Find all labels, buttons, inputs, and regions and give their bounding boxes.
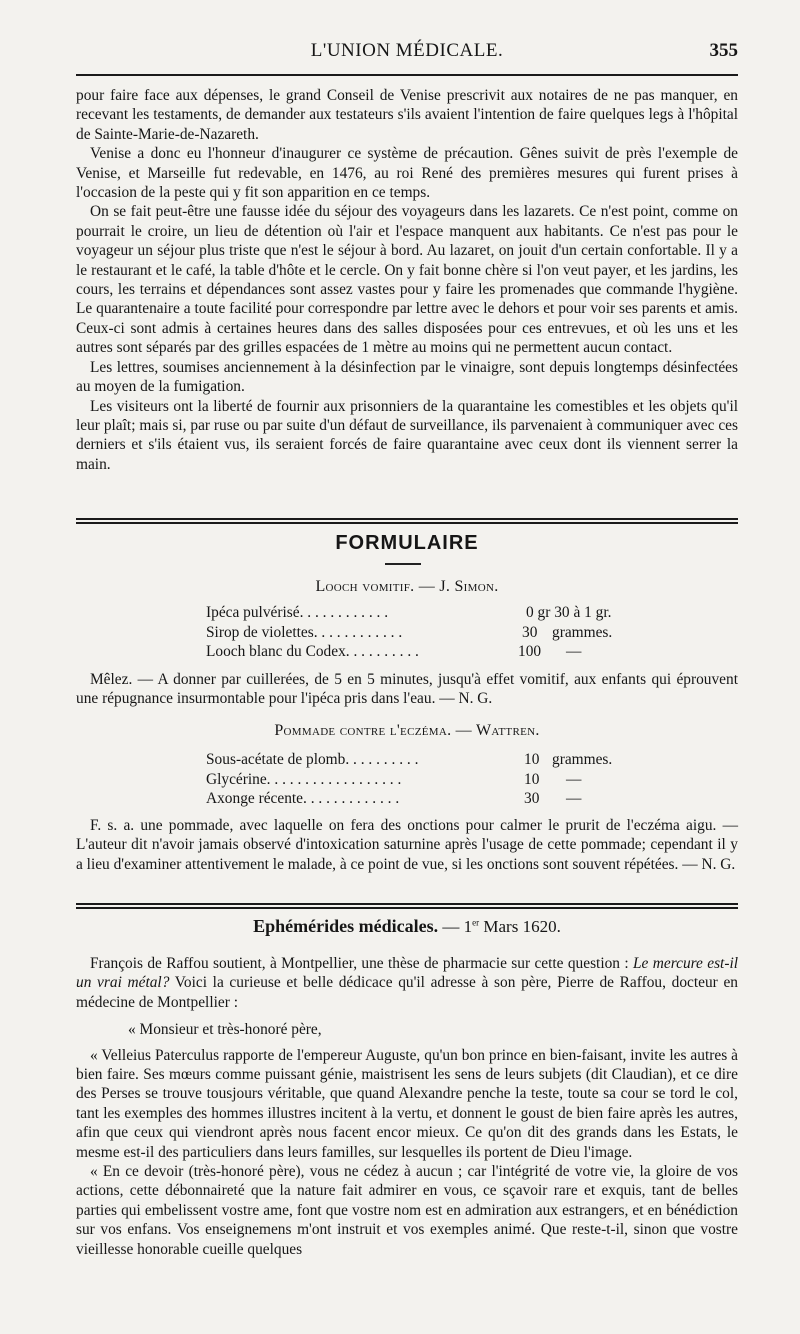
header-rule [76, 74, 738, 76]
ephemerides-date-prefix: — 1 [442, 917, 473, 936]
ingredient-quantity: 100 [518, 643, 542, 661]
intro-text: François de Raffou soutient, à Montpellier, une thèse de pharmacie sur cette question : [90, 955, 633, 972]
ephemerides-title: Ephémérides médicales. [253, 916, 439, 936]
page-header [76, 36, 738, 70]
ephemerides-body [76, 954, 738, 1259]
dedication-paragraph: « Velleius Paterculus rapporte de l'empereur Auguste, qu'un bon prince en bien-faisant, invite les autres à bien faire. Ses mœurs comme puissant génie, maistrisent les sens de leurs subjets (dit Claudian), et ce dire des Perses se trouve tousjours véritable, que quand Alexandre penche la teste, toute sa cour se tord le col, tant les exemples des hommes illustres incitent à la vertu, et donnent le goust de bien faire après les autres, afin que ceux qui viendront après nous facent encor mieux. Ce qu'on dit des grands dans les Estats, le mesme est-il des particuliers dans leurs familles, sur lesquelles ils portent de Dieu l'image. [76, 1046, 738, 1161]
ingredient-name: Glycérine. . . . . . . . . . . . . . . . . . [206, 770, 402, 788]
ingredient-unit: — [566, 643, 582, 661]
recipe-ingredients [206, 603, 666, 662]
recipe-instructions: F. s. a. une pommade, avec laquelle on fera des onctions pour calmer le prurit de l'eczéma aigu. — L'auteur dit n'avoir jamais observé d'intoxication saturnine après l'usage de cette pommade; cependant il y a lieu d'examiner attentivement le malade, à ce point de vue, si les onctions sont souvent répétées. — N. G. [76, 817, 738, 873]
ingredient-row [206, 750, 666, 770]
ephemerides-date-sup: er [472, 917, 480, 928]
recipe-note [76, 670, 738, 709]
paragraph [76, 954, 738, 1012]
ingredient-unit: — [566, 770, 582, 788]
ingredient-name: Sirop de violettes. . . . . . . . . . . . [206, 623, 403, 641]
thesis-question: Le mercure est-il un vrai métal? [76, 955, 739, 992]
page-number: 355 [709, 40, 738, 61]
ephemerides-heading [76, 916, 738, 937]
recipe-note [76, 816, 738, 874]
ingredient-name: Sous-acétate de plomb. . . . . . . . . . [206, 751, 419, 768]
ephemerides-date: Mars 1620. [479, 917, 561, 936]
recipe-instructions: Mêlez. — A donner par cuillerées, de 5 en 5 minutes, jusqu'à effet vomitif, aux enfants qui éprouvent une répugnance insurmontable pour l'ipéca pris dans l'eau. — N. G. [76, 671, 738, 708]
recipe-title: Looch vomitif. — J. Simon. [315, 578, 499, 595]
short-rule [385, 563, 421, 565]
paragraph: Les visiteurs ont la liberté de fournir aux prisonniers de la quarantaine les comestibles et les objets qu'il leur plaît; mais si, par ruse ou par suite d'un défaut de surveillance, ils parvenaient à communiquer avec ces derniers et s'ils étaient vus, ils seraient forcés de faire quarantaine avec ceux dont ils viennent serrer la main. [76, 397, 738, 473]
paragraph: On se fait peut-être une fausse idée du séjour des voyageurs dans les lazarets. Ce n'est point, comme on pourrait le croire, un lieu de détention où l'air et l'espace manquent aux habitants. Ce n'est pas pour le voyageur un séjour plus triste que n'est le séjour à bord. Au lazaret, on jouit d'un certain confortable. Il y a le restaurant et le café, la table d'hôte et le cercle. On y fait bonne chère si l'on veut payer, et les jardins, les cours, les terrains et dépendances sont assez vastes pour y faire les promenades que commande l'hygiène. Le quarantenaire a toute facilité pour correspondre par lettre avec le dehors et pour voir ses parents et amis. Ceux-ci sont admis à certaines heures dans des salles disposées pour ces entrevues, et où les uns et les autres sont séparés par des grilles espacées de 1 mètre au moins qui ne permettent aucun contact. [76, 203, 738, 357]
article-continuation [76, 86, 738, 474]
ingredient-name: Looch blanc du Codex. . . . . . . . . . [206, 643, 419, 661]
ingredient-row [206, 623, 666, 643]
paragraph: Les lettres, soumises anciennement à la désinfection par le vinaigre, sont depuis longtemps désinfectées au moyen de la fumigation. [76, 358, 738, 396]
ingredient-row [206, 789, 666, 809]
ingredient-unit: grammes. [552, 623, 613, 641]
intro-text-continued: Voici la curieuse et belle dédicace qu'il adresse à son père, Pierre de Raffou, docteur en médecine de Montpellier : [76, 974, 738, 1011]
section-divider [76, 903, 738, 909]
ingredient-quantity: 10 [524, 751, 540, 768]
recipe-ingredients [206, 750, 666, 809]
dedication-paragraph: « En ce devoir (très-honoré père), vous ne cédez à aucun ; car l'intégrité de votre vie, la gloire de vos actions, cette débonnaireté que la nature fait admirer en vous, ce sçavoir rare et exquis, tant de belles parties qui embelissent vostre ame, font que vostre nom est en admiration aux estrangers, et en bénédiction sur vos enfans. Vos enseignemens m'ont instruit et vos exemples animé. Que reste-t-il, sinon que vostre vieillesse honorable cueille quelques [76, 1163, 738, 1258]
ingredient-quantity: 30 [524, 790, 540, 808]
formulaire-heading: FORMULAIRE [335, 532, 479, 554]
ingredient-quantity: 30 [522, 623, 538, 641]
ingredient-quantity: 10 [524, 770, 540, 788]
ingredient-row [206, 642, 666, 662]
paragraph: Venise a donc eu l'honneur d'inaugurer ce système de précaution. Gênes suivit de près l'exemple de Venise, et Marseille fut redevable, en 1476, au roi René des premières mesures qui furent prises à l'occasion de la peste qui y fit son apparition en ce temps. [76, 145, 738, 202]
ingredient-name: Axonge récente. . . . . . . . . . . . . [206, 790, 400, 808]
ingredient-unit: grammes. [552, 751, 613, 768]
ingredient-row [206, 770, 666, 790]
salutation: « Monsieur et très-honoré père, [128, 1021, 322, 1039]
ingredient-name: Ipéca pulvérisé. . . . . . . . . . . . [206, 604, 389, 621]
section-divider [76, 518, 738, 524]
recipe-title: Pommade contre l'eczéma. — Wattren. [274, 722, 540, 739]
ingredient-quantity: 0 gr 30 à 1 gr. [526, 604, 612, 621]
ingredient-row [206, 603, 666, 623]
paragraph: pour faire face aux dépenses, le grand Conseil de Venise prescrivit aux notaires de ne pas manquer, en recevant les testaments, de demander aux testateurs s'ils avaient l'intention de faire quelques legs à l'hôpital de Sainte-Marie-de-Nazareth. [76, 87, 738, 143]
ingredient-unit: — [566, 790, 582, 808]
journal-title: L'UNION MÉDICALE. [310, 40, 504, 61]
